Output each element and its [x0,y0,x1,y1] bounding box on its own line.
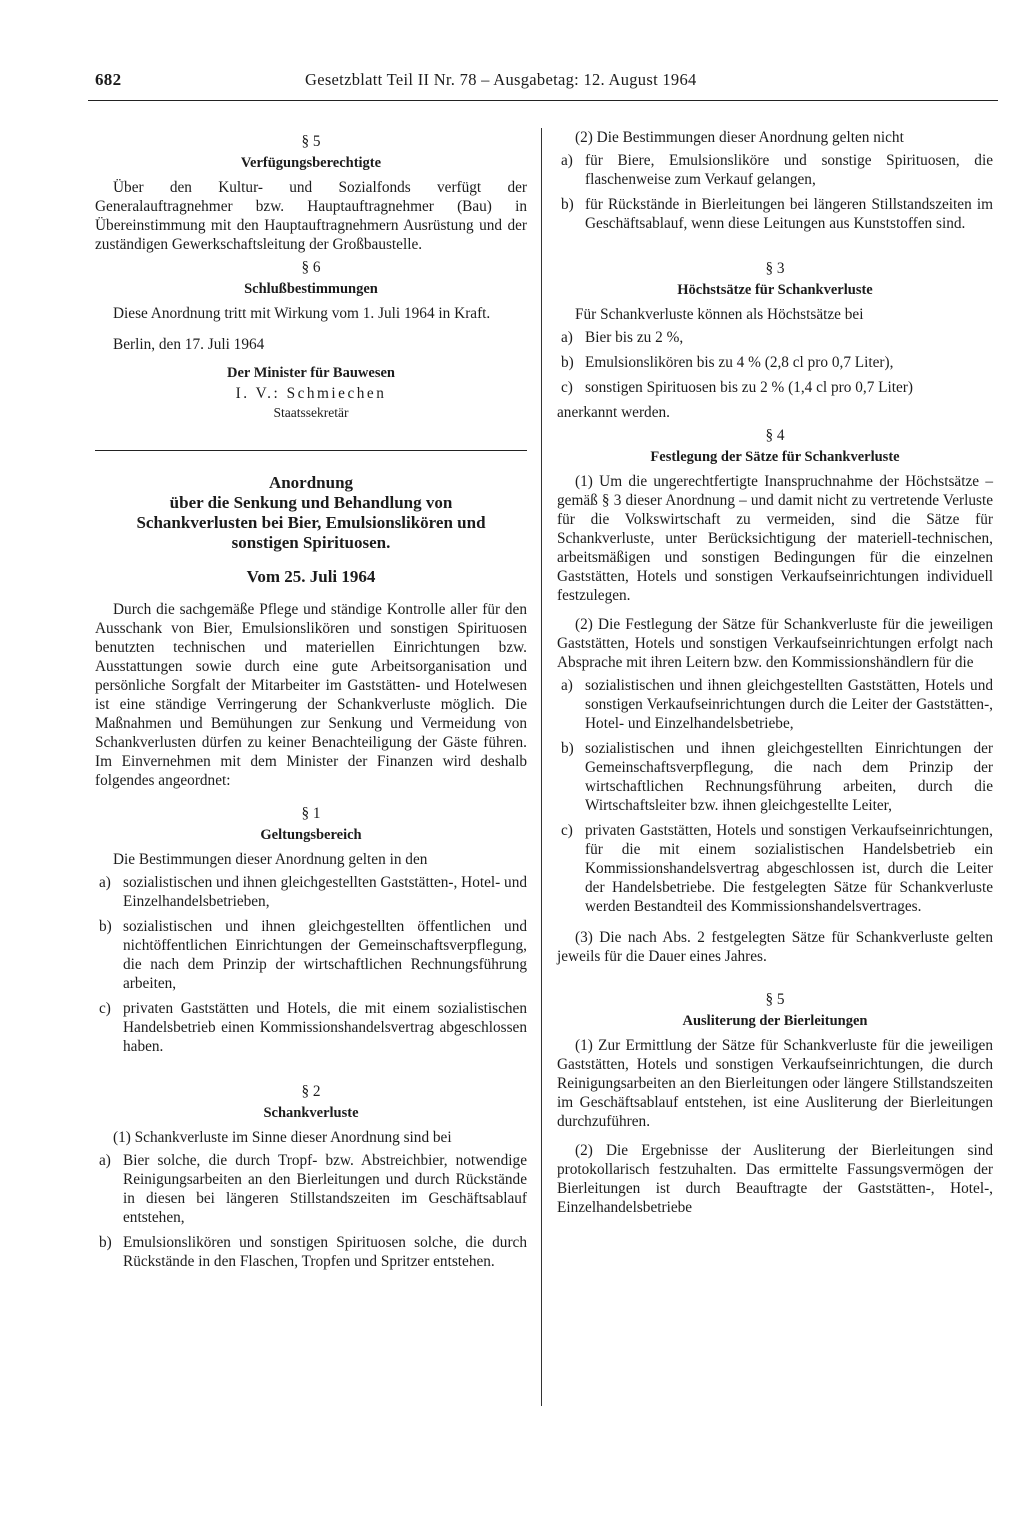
paragraph: (2) Die Bestimmungen dieser Anordnung gelten nicht [575,129,904,146]
list-item-label: c) [561,379,573,396]
document-title-line: sonstigen Spirituosen. [231,533,391,552]
paragraph: Für Schankverluste können als Höchstsätze bei [575,306,864,323]
signatory-title: Staatssekretär [273,405,349,420]
preamble: Durch die sachgemäße Pflege und ständige Kontrolle aller für den Ausschank von Bier, Emulsionslikören und sonstigen Spirituosen benutzten technischen und materiellen Einrichtungen bzw. Ausstattungen sowie durch eine gute Arbeitsorganisation und persönliche Sorgfalt der Mitarbeiter im Gaststätten- und Hotelwesen ist eine ständige Verringerung der Schankverluste möglich. Die Maßnahmen und Bemühungen zur Senkung und Vermeidung von Schankverlusten dürfen zu keiner Benachteiligung der Gäste führen. Im Einvernehmen mit dem Minister der Finanzen wird deshalb folgendes angeordnet: [95,601,527,789]
paragraph: (2) Die Festlegung der Sätze für Schankverluste für die jeweiligen Gaststätten, Hotels und sonstigen Verkaufseinrichtungen erfolgt nach Absprache mit ihren Leitern bzw. den Kommissionshändlern für die [557,616,993,671]
list-item-label: c) [561,822,573,839]
list-item-label: b) [99,918,112,935]
list-item [95,1233,527,1271]
section-title: Schlußbestimmungen [244,281,378,297]
paragraph: Über den Kultur- und Sozialfonds verfügt der Generalauftragnehmer bzw. Hauptauftragnehmer (Bau) in Übereinstimmung mit den Hauptauftragnehmern Ausrüstung und der zuständigen Gewerkschaftsleitung der Großbaustelle. [95,179,527,253]
section-number: § 5 [301,133,321,150]
list-item-label: b) [561,196,574,213]
list-item-text: Emulsionslikören und sonstigen Spirituosen solche, die durch Rückstände in den Flaschen, Tropfen und Spritzer entstehen. [123,1234,527,1270]
list-item-label: a) [561,677,573,694]
paragraph: anerkannt werden. [557,404,670,421]
list-item-label: b) [99,1234,112,1251]
section-title: Verfügungsberechtigte [240,155,382,171]
list-item-text: privaten Gaststätten und Hotels, die mit einem sozialistischen Handelsbetrieb einen Kommissionshandelsvertrag abgeschlossen haben. [123,1000,527,1055]
place-date: Berlin, den 17. Juli 1964 [113,336,265,353]
list-item-text: sonstigen Spirituosen bis zu 2 % (1,4 cl pro 0,7 Liter) [585,379,913,396]
list-item-text: für Biere, Emulsionsliköre und sonstige Spirituosen, die flaschenweise zum Verkauf gelangen, [585,152,993,188]
left-column [95,128,527,1277]
paragraph: (1) Zur Ermittlung der Sätze für Schankverluste für die jeweiligen Gaststätten, Hotels und sonstigen Verkaufseinrichtungen, die durch Reinigungsarbeiten an den Bierleitungen oder längere Stillstandszeiten im Geschäftsablauf entstehen, ist eine Ausliterung der Bierleitungen durchzuführen. [557,1037,993,1130]
paragraph: (1) Schankverluste im Sinne dieser Anordnung sind bei [113,1129,452,1146]
right-column [557,128,993,1221]
paragraph: (2) Die Ergebnisse der Ausliterung der Bierleitungen sind protokollarisch festzuhalten. Das ermittelte Fassungsvermögen der Bierleitungen ist durch Beauftragte der Gaststätten-, Hotel-, Einzelhandelsbetriebe [557,1142,993,1216]
section-separator [95,450,527,451]
header-title: Gesetzblatt Teil II Nr. 78 – Ausgabetag: 12. August 1964 [305,70,697,89]
section-number: § 5 [765,991,785,1008]
document-title-line: Schankverlusten bei Bier, Emulsionslikören und [136,513,486,532]
list-item-text: Emulsionslikören bis zu 4 % (2,8 cl pro 0,7 Liter), [585,354,894,371]
signatory: I. V.: Schmiechen [235,385,387,402]
list-item-label: a) [99,1152,111,1169]
list-item-text: sozialistischen und ihnen gleichgestellten Gaststätten-, Hotel- und Einzelhandelsbetrieben, [123,874,527,910]
list-item-text: sozialistischen und ihnen gleichgestellten Gaststätten, Hotels und sonstigen Verkaufseinrichtungen durch die Leiter der Gaststätten-, Hotel- und Einzelhandelsbetriebe, [585,677,993,732]
list-item [95,999,527,1056]
list-item-label: b) [561,740,574,757]
list-item-label: b) [561,354,574,371]
list-item [95,873,527,911]
paragraph: Die Bestimmungen dieser Anordnung gelten in den [113,851,428,868]
list-item-text: für Rückstände in Bierleitungen bei längeren Stillstandszeiten im Geschäftsablauf, wenn diese Leitungen aus Kunststoffen sind. [585,196,993,232]
document-date: Vom 25. Juli 1964 [246,567,376,586]
section-number: § 3 [765,260,785,277]
list-item [557,739,993,815]
section-title: Geltungsbereich [260,827,362,843]
paragraph: Diese Anordnung tritt mit Wirkung vom 1. Juli 1964 in Kraft. [113,305,491,322]
document-title-line: Anordnung [268,473,354,492]
list-item [557,328,993,347]
document-title-line: über die Senkung und Behandlung von [169,493,453,512]
section-number: § 2 [301,1083,321,1100]
list-item [557,378,993,397]
section-number: § 6 [301,259,321,276]
section-title: Schankverluste [263,1105,359,1121]
list-item [95,1151,527,1227]
list-item [557,151,993,189]
column-divider [541,128,542,1406]
list-item [557,195,993,233]
section-title: Ausliterung der Bierleitungen [682,1013,868,1029]
list-item [95,917,527,993]
paragraph: (3) Die nach Abs. 2 festgelegten Sätze für Schankverluste gelten jeweils für die Dauer eines Jahres. [557,929,993,965]
minister-title: Der Minister für Bauwesen [227,365,395,381]
list-item [557,821,993,916]
page-number: 682 [95,70,122,89]
list-item-label: a) [561,329,573,346]
header-rule [88,100,998,101]
paragraph: (1) Um die ungerechtfertigte Inanspruchnahme der Höchstsätze – gemäß § 3 dieser Anordnung – und damit nicht zu vertretende Verluste für die Volkswirtschaft zu vermeiden, sind die Sätze für Schankverluste, unter Berücksichtigung der materiell-technischen, arbeitsmäßigen und sonstigen Bedingungen für die einzelnen Gaststätten, Hotels und sonstigen Verkaufseinrichtungen individuell festzulegen. [557,473,993,604]
list-item-text: Bier bis zu 2 %, [585,329,684,346]
list-item-text: sozialistischen und ihnen gleichgestellten öffentlichen und nichtöffentlichen Einrichtungen der Gemeinschaftsverpflegung, die nach dem Prinzip der wirtschaftlichen Rechnungsführung arbeiten, [123,918,527,992]
section-title: Festlegung der Sätze für Schankverluste [650,449,900,465]
section-number: § 4 [765,427,785,444]
list-item-text: sozialistischen und ihnen gleichgestellten Einrichtungen der Gemeinschaftsverpflegung, die nach dem Prinzip der wirtschaftlichen Rechnungsführung arbeiten, durch die Wirtschaftsleiter bzw. ihnen gleichgestellte Leiter, [585,740,993,814]
list-item-text: privaten Gaststätten, Hotels und sonstigen Verkaufseinrichtungen, für die mit einem sozialistischen Handelsbetrieb ein Kommissionshandelsvertrag abgeschlossen ist, durch die Leiter der Handelsbetriebe. Die festgelegten Sätze für Schankverluste werden Bestandteil des Kommissionshandelsvertrages. [585,822,993,915]
list-item-label: a) [99,874,111,891]
list-item-label: a) [561,152,573,169]
list-item-text: Bier solche, die durch Tropf- bzw. Abstreichbier, notwendige Reinigungsarbeiten an den Bierleitungen und durch Rückstände in diesen bei längeren Stillstandszeiten im Geschäftsablauf entstehen, [123,1152,527,1226]
section-number: § 1 [301,805,321,822]
list-item [557,353,993,372]
list-item-label: c) [99,1000,111,1017]
list-item [557,676,993,733]
section-title: Höchstsätze für Schankverluste [677,282,873,298]
